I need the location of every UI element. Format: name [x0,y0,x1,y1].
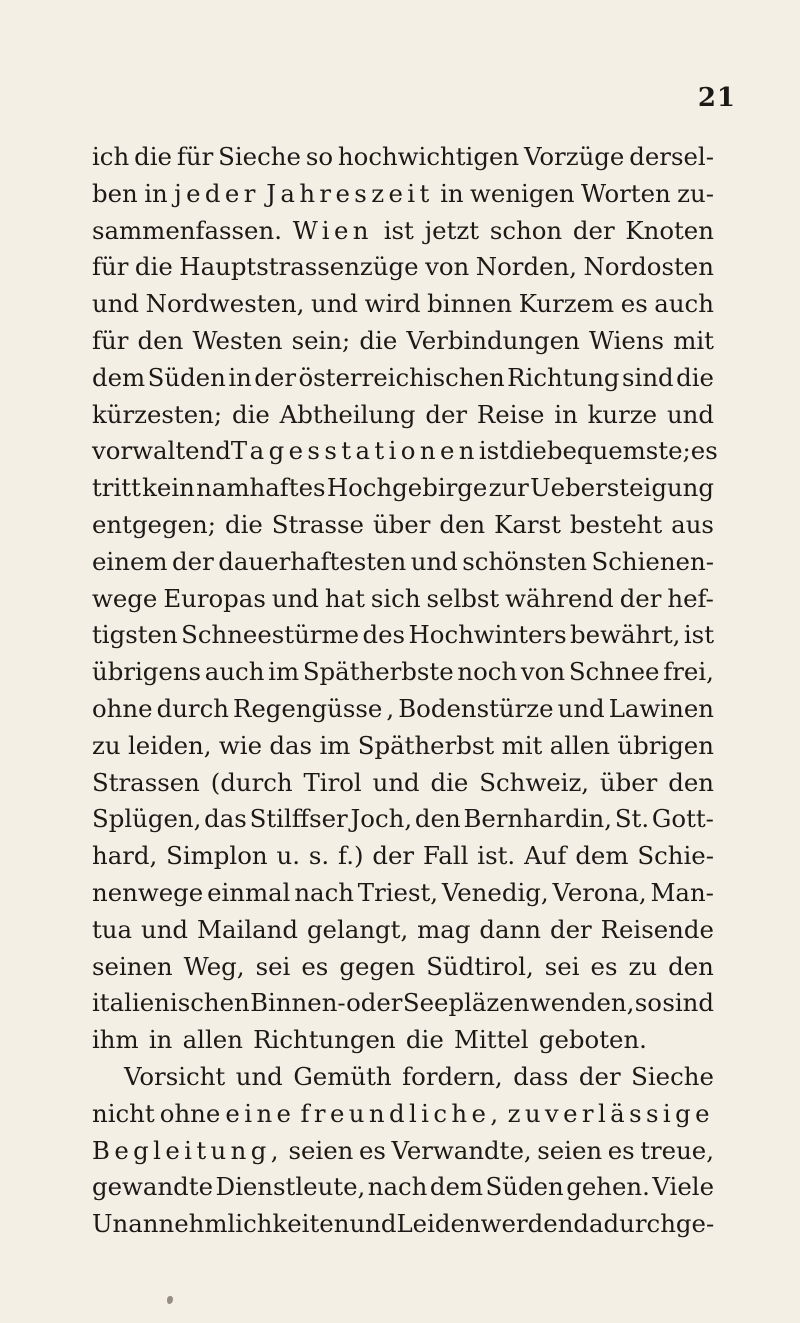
word: Reise [476,399,545,429]
text-line [92,654,714,691]
word: es [358,1135,386,1165]
word: Strasse [271,509,364,539]
word: über [599,767,658,797]
word: Stilffser [249,804,348,834]
text-line [92,323,714,360]
word: schon [489,215,563,245]
word: besteht [569,509,663,539]
text-line [92,507,714,544]
word: die [224,509,263,539]
word: von [520,657,566,687]
word: Hauptstrassenzüge [179,252,419,282]
text-line [92,912,714,949]
word: es [690,436,718,466]
word: binnen [427,289,513,319]
text-line [92,176,714,213]
word: des [362,620,406,650]
word: in [228,362,252,392]
word: dadurch [573,1209,676,1239]
word: seien [288,1135,354,1165]
word: dass [513,1061,569,1091]
word: in [148,1025,173,1055]
word: über [372,509,431,539]
text-line [92,433,718,470]
word: die [134,142,172,171]
word: das [204,804,247,834]
word: Weg, [183,951,245,981]
word: Auf [524,841,567,871]
word: durch [156,693,229,723]
text-line [92,1022,714,1059]
word: Uebersteigung [530,473,714,503]
word: hat [324,583,365,613]
word: mit [673,325,714,355]
word: und [349,1209,397,1239]
word: die [430,767,469,797]
word: Süden [485,1172,564,1202]
word: gehen. [566,1172,650,1202]
word: fordern, [402,1061,503,1091]
word: mit [501,730,543,760]
word: dersel- [629,142,714,171]
word: es [301,951,329,981]
word: allen [182,1025,243,1055]
word: Dienstleute, [215,1172,366,1202]
word: f.) [338,841,364,871]
word: tritt [92,473,141,503]
word: (durch [210,767,293,797]
word: Joch, [350,804,413,834]
word: die [509,436,547,466]
word: im [268,657,300,687]
word: Venedig, [441,877,549,907]
text-line [92,985,714,1022]
word: und [271,583,319,613]
word: u. [276,841,300,871]
word: Strassen [92,767,200,797]
word: Norden, [475,252,577,282]
word: Schienen- [591,546,714,576]
word: es [607,1135,635,1165]
word: so [305,142,334,171]
word: tua [92,914,133,944]
word: den [668,951,714,981]
word: Mittel [454,1025,529,1055]
word: Hochwinters [408,620,567,650]
word: gelangt, [306,914,409,944]
word: Gemüth [293,1061,392,1091]
word: Gott- [651,804,714,834]
word: sei [544,951,580,981]
text-line [92,875,714,912]
word: es [620,289,648,319]
word: s. [308,841,330,871]
word: Abtheilung [279,399,416,429]
word: Sieche [218,142,301,171]
word: Unannehmlichkeiten [92,1209,350,1239]
word: jeder [174,178,260,208]
word: sammenfassen. [92,215,282,245]
word: wie [218,730,263,760]
word: den [414,804,461,834]
word: für [176,142,214,171]
word: der [372,841,415,871]
word: wird [364,289,421,319]
text-line [92,617,714,654]
word: einmal [207,877,291,907]
word: zu- [677,178,714,208]
word: ist. [477,841,516,871]
word: für [92,325,129,355]
word: die [359,325,398,355]
word: Verona, [552,877,647,907]
word: der [572,215,615,245]
word: hard, [92,841,158,871]
word: Hochgebirge [326,473,488,503]
word: Seepläzen [402,988,530,1018]
body-text [92,139,718,1243]
word: ist [383,215,414,245]
word: Reisende [600,914,714,944]
word: so [634,988,662,1018]
word: gewandte [92,1172,214,1202]
word: italienischen [92,988,250,1018]
word: und [141,914,189,944]
word: Knoten [625,215,714,245]
text-line [92,838,714,875]
word: sein; [291,325,351,355]
word: im [319,730,351,760]
word: dem [429,1172,484,1202]
word: den [137,325,184,355]
word: sei [255,951,291,981]
text-line [92,1206,714,1243]
word: österreichischen [298,362,505,392]
word: Regengüsse [233,693,383,723]
word: wege [92,583,158,613]
word: die [134,252,173,282]
word: wenigen [470,178,575,208]
word: entgegen; [92,509,216,539]
word: wenden, [529,988,635,1018]
word: dauerhaftesten [218,546,407,576]
text-line [92,397,714,434]
word: Vorsicht [124,1061,226,1091]
word: ist [683,620,714,650]
word: Vorzüge [524,142,625,171]
word: werden [480,1209,574,1239]
ink-smudge [167,1296,173,1304]
word: sind [622,362,674,392]
word: und [372,767,420,797]
word: Viele [652,1172,714,1202]
word: ben [92,178,138,208]
word: kürzesten; [92,399,223,429]
word: , [386,693,395,723]
word: selbst [426,583,500,613]
page-number: 21 [697,83,736,113]
word: Schie- [637,841,714,871]
word: Europas [163,583,266,613]
text-line [92,139,714,176]
text-line [92,1133,714,1170]
word: und [311,289,359,319]
word: Westen [192,325,283,355]
word: ihm [92,1025,139,1055]
word: zu [628,951,658,981]
word: gegen [339,951,416,981]
word: Nordwesten, [145,289,305,319]
word: Spätherbste [302,657,454,687]
word: zur [488,473,529,503]
text-line [92,728,714,765]
word: es [590,951,618,981]
word: Schweiz, [479,767,590,797]
text-line [92,249,714,286]
word: Verbindungen [406,325,580,355]
word: Wiens [588,325,665,355]
word: Spätherbst [357,730,495,760]
word: Bernhardin, [463,804,613,834]
word: sind [662,988,714,1018]
word: ohne [159,1098,221,1128]
word: Binnen- [250,988,346,1018]
text-line [92,360,714,397]
word: Nordosten [583,252,714,282]
word: oder [346,988,403,1018]
word: Tagesstationen [230,436,479,466]
word: bequemste; [546,436,691,466]
word: St. [614,804,650,834]
word: Begleitung, [92,1135,283,1165]
word: Südtirol, [426,951,534,981]
word: Kurzem [518,289,615,319]
word: eine [225,1098,296,1128]
word: Worten [581,178,671,208]
word: Jahreszeit [266,178,434,208]
word: dann [479,914,541,944]
word: nenwege [92,877,204,907]
word: Richtungen [253,1025,396,1055]
word: und [666,399,714,429]
word: der [425,399,468,429]
word: dem [575,841,629,871]
word: ge- [675,1209,715,1239]
word: der [254,362,297,392]
word: und [92,289,140,319]
word: Süden [147,362,226,392]
word: das [269,730,313,760]
word: nach [367,1172,428,1202]
word: vorwaltend [92,436,231,466]
word: hochwichtigen [337,142,520,171]
word: allen [549,730,611,760]
word: Sieche [631,1061,714,1091]
text-line [92,544,714,581]
word: Mailand [197,914,298,944]
word: hef- [667,583,714,613]
text-line [92,801,714,838]
word: seien [537,1135,603,1165]
word: übrigen [617,730,714,760]
word: Karst [494,509,561,539]
word: auch [654,289,714,319]
word: in [144,178,168,208]
text-line [92,1096,714,1133]
word: für [92,252,129,282]
word: nach [294,877,354,907]
word: Wien [292,215,373,245]
text-line [92,1169,714,1206]
word: zu [92,730,121,760]
word: von [425,252,470,282]
text-line [92,286,714,323]
text-line [92,691,714,728]
word: bewährt, [570,620,681,650]
word: Lawinen [608,693,714,723]
word: sich [370,583,421,613]
word: übrigens [92,657,202,687]
word: Richtung [507,362,620,392]
word: Man- [650,877,714,907]
word: Schneestürme [181,620,360,650]
word: namhaftes [196,473,326,503]
word: in [440,178,464,208]
word: die [231,399,270,429]
word: die [405,1025,444,1055]
word: der [578,1061,621,1091]
word: Fall [422,841,469,871]
word: den [439,509,486,539]
word: treue, [640,1135,714,1165]
word: Simplon [166,841,268,871]
word: geboten. [538,1025,647,1055]
word: einem [92,546,168,576]
word: in [554,399,578,429]
word: ich [92,142,130,171]
word: Splügen, [92,804,202,834]
word: Triest, [357,877,439,907]
word: leiden, [127,730,212,760]
word: mag [417,914,471,944]
word: Leiden [396,1209,481,1239]
word: der [619,583,662,613]
word: und [410,546,458,576]
word: und [235,1061,283,1091]
word: zuverlässige [507,1098,714,1128]
word: Tirol [303,767,362,797]
text-line [92,1059,714,1096]
word: schönsten [462,546,588,576]
word: Bodenstürze [398,693,554,723]
word: ist [478,436,509,466]
text-line [92,581,714,618]
word: Schnee [568,657,660,687]
word: dem [92,362,146,392]
word: kurze [587,399,658,429]
word: während [505,583,614,613]
text-line [92,949,714,986]
text-line [92,213,714,250]
word: ohne [92,693,153,723]
word: und [557,693,605,723]
text-line [92,470,714,507]
word: nicht [92,1098,155,1128]
word: seinen [92,951,173,981]
word: tigsten [92,620,178,650]
word: noch [457,657,518,687]
word: kein [142,473,195,503]
text-line [92,765,714,802]
word: frei, [663,657,714,687]
word: die [676,362,714,392]
word: der [549,914,592,944]
word: jetzt [424,215,480,245]
word: auch [204,657,265,687]
word: aus [671,509,714,539]
word: freundliche, [300,1098,503,1128]
word: der [172,546,214,576]
word: den [668,767,714,797]
word: Verwandte, [391,1135,532,1165]
